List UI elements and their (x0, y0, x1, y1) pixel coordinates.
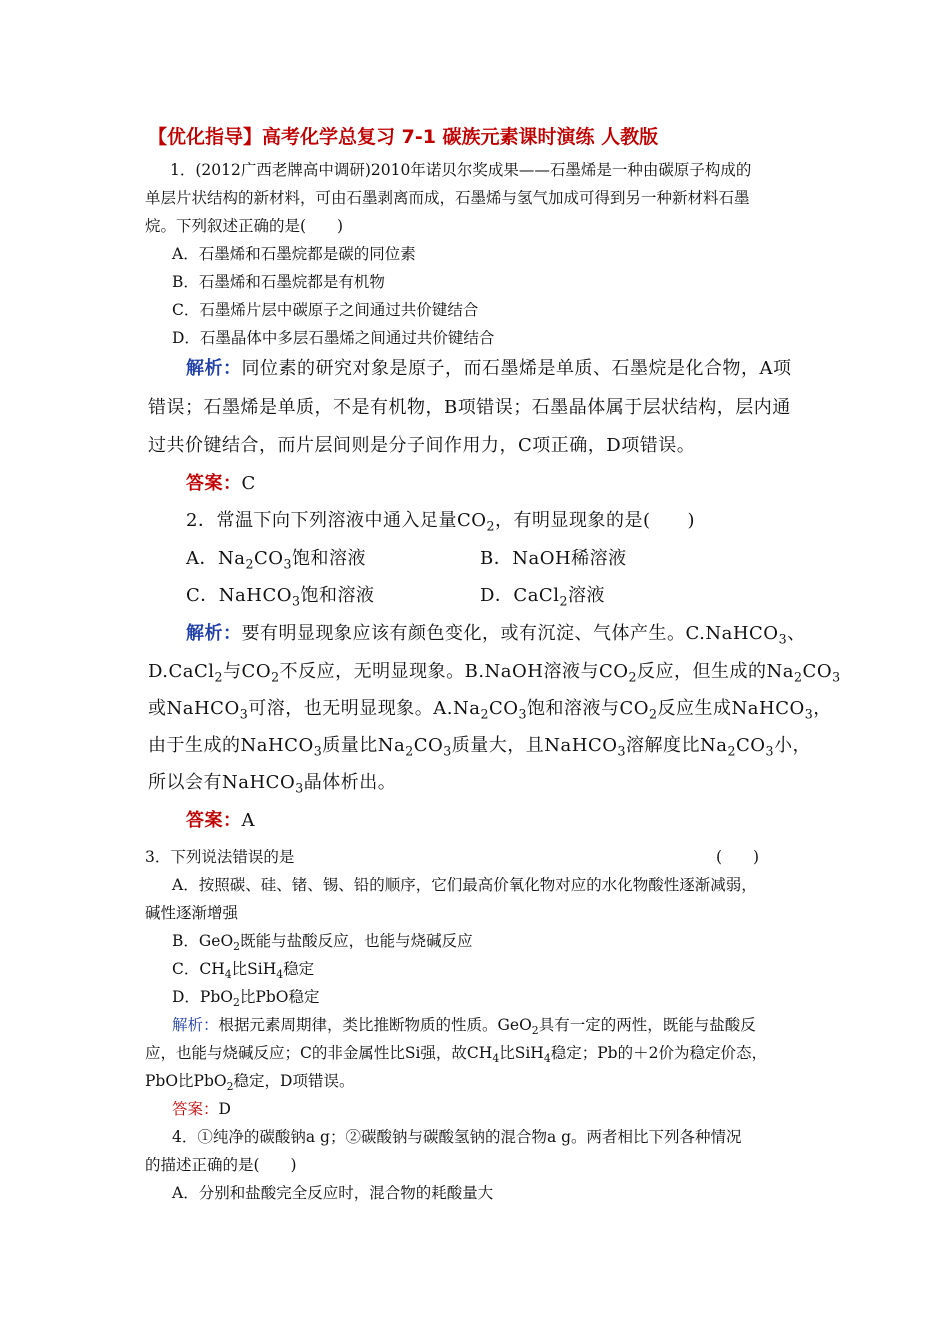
q2-a2s3: 2 (628, 669, 638, 685)
q3-c-sub1: 4 (224, 968, 232, 982)
q2-a4g: 小， (774, 735, 812, 756)
q1-answer-value: C (241, 473, 256, 494)
q2-a4s2: 2 (405, 743, 414, 759)
q2-opt-a-1: A．Na (186, 548, 246, 569)
q2-a2d: 反应，但生成的Na (637, 661, 795, 682)
q2-opt-a-sub2: 3 (283, 556, 293, 572)
q2-a3s4: 2 (649, 706, 658, 722)
q2-a3e: 反应生成NaHCO (657, 698, 805, 719)
q2-analysis-line4 (148, 731, 811, 759)
q1-option-b: B．石墨烯和石墨烷都是有机物 (172, 273, 385, 291)
q2-a2c: 不反应，无明显现象。B.NaOH溶液与CO (279, 661, 629, 682)
q1-answer-label: 答案： (186, 473, 242, 494)
q3-analysis-line3 (145, 1069, 354, 1093)
q2-analysis-label: 解析： (186, 623, 242, 644)
q2-a3a: 或NaHCO (148, 698, 240, 719)
q2-a2e: CO (802, 661, 833, 682)
q3-a3s: 2 (226, 1080, 234, 1094)
q3-a1b: 具有一定的两性，既能与盐酸反 (538, 1016, 756, 1034)
q3-b-sub: 2 (233, 940, 241, 954)
q2-opt-d-1: D．CaCl (480, 585, 560, 606)
q2-a3b: 可溶，也无明显现象。A.Na (248, 698, 481, 719)
q2-a1: 要有明显现象应该有颜色变化，或有沉淀、气体产生。C.NaHCO (241, 623, 779, 644)
q3-paren: ( ) (716, 848, 760, 866)
q2-opt-c-sub: 3 (291, 593, 301, 609)
q1-answer (186, 469, 256, 495)
q3-analysis-label: 解析： (172, 1016, 219, 1034)
q2-option-a (186, 544, 366, 572)
q2-option-c (186, 581, 375, 609)
q2-opt-c-1: C．NaHCO (186, 585, 292, 606)
q3-b1: B．GeO (172, 932, 234, 950)
q3-a2c: 稳定；Pb的＋2价为稳定价态， (550, 1044, 767, 1062)
q2-analysis-line5 (148, 768, 396, 796)
q2-a4c: CO (413, 735, 444, 756)
q2-a4d: 质量大，且NaHCO (451, 735, 618, 756)
q2-a4a: 由于生成的NaHCO (148, 735, 314, 756)
q2-a4s6: 3 (765, 743, 775, 759)
q3-option-b (172, 929, 473, 953)
q3-a1a: 根据元素周期律，类比推断物质的性质。GeO (218, 1016, 532, 1034)
q1-stem-line1: 1．(2012广西老牌高中调研)2010年诺贝尔奖成果——石墨烯是一种由碳原子构成的 (170, 161, 752, 179)
q1-analysis-line3: 过共价键结合，而片层间则是分子间作用力，C项正确，D项错误。 (148, 435, 696, 456)
q2-opt-d-2: 溶液 (567, 585, 605, 606)
q2-a3s1: 3 (239, 706, 249, 722)
q3-c3: 稳定 (283, 960, 315, 978)
q2-opt-a-sub1: 2 (245, 556, 254, 572)
q2-a1-sub: 3 (778, 631, 788, 647)
q3-option-a-line1: A．按照碳、硅、锗、锡、铅的顺序，它们最高价氧化物对应的水化物酸性逐渐减弱， (172, 876, 757, 894)
q1-option-a: A．石墨烯和石墨烷都是碳的同位素 (172, 245, 416, 263)
q3-c2: 比SiH (231, 960, 277, 978)
q2-a4b: 质量比Na (322, 735, 406, 756)
q2-a4s1: 3 (313, 743, 323, 759)
q3-a2a: 应，也能与烧碱反应；C的非金属性比Si强，故CH (145, 1044, 493, 1062)
q2-a3s2: 2 (480, 706, 489, 722)
q2-a5b: 晶体析出。 (303, 772, 397, 793)
q2-a4e: 溶解度比Na (626, 735, 728, 756)
page-title: 【优化指导】高考化学总复习 7-1 碳族元素课时演练 人教版 (148, 126, 659, 148)
q2-analysis-line1 (186, 619, 806, 647)
q2-stem-text: 2．常温下向下列溶液中通入足量CO (186, 510, 487, 531)
q2-analysis-line3 (148, 694, 832, 722)
q2-answer-value: A (241, 810, 255, 831)
q2-a2s4: 2 (794, 669, 803, 685)
q3-analysis-line1 (172, 1013, 756, 1037)
q2-a4s4: 3 (617, 743, 627, 759)
q2-opt-a-2: CO (254, 548, 284, 569)
q2-opt-c-2: 饱和溶液 (300, 585, 375, 606)
q2-a2a: D.CaCl (148, 661, 215, 682)
q1-analysis-label: 解析： (186, 358, 242, 379)
q2-stem-text2: ，有明显现象的是( ) (495, 510, 696, 531)
q3-answer (172, 1097, 231, 1119)
q3-d2: 比PbO稳定 (239, 988, 320, 1006)
q2-opt-d-sub: 2 (559, 593, 568, 609)
q2-analysis-line2 (148, 657, 841, 685)
q1-option-c: C．石墨烯片层中碳原子之间通过共价键结合 (172, 301, 479, 319)
q2-a2s2: 2 (271, 669, 280, 685)
q2-option-d (480, 581, 605, 609)
q3-analysis-line2 (145, 1041, 767, 1065)
q1-analysis-line2: 错误；石墨烯是单质，不是有机物，B项错误；石墨晶体属于层状结构，层内通 (148, 397, 791, 418)
q2-a4f: CO (736, 735, 766, 756)
q3-a1s: 2 (531, 1024, 539, 1038)
q2-a3c: CO (488, 698, 519, 719)
q1-analysis-text1: 同位素的研究对象是原子，而石墨烯是单质、石墨烷是化合物，A项 (241, 358, 792, 379)
q2-a2s1: 2 (214, 669, 224, 685)
q3-a2s1: 4 (492, 1052, 500, 1066)
q2-a5a: 所以会有NaHCO (148, 772, 296, 793)
q3-c-sub2: 4 (276, 968, 284, 982)
q1-analysis-line1 (186, 354, 792, 380)
q3-stem: 3．下列说法错误的是 (145, 848, 295, 866)
q3-answer-label: 答案： (172, 1100, 219, 1118)
q2-a3s3: 3 (518, 706, 527, 722)
q2-option-b: B．NaOH稀溶液 (480, 548, 627, 569)
q2-a4s3: 3 (443, 743, 452, 759)
q2-a1b: 、 (787, 623, 806, 644)
q3-c1: C．CH (172, 960, 225, 978)
q2-a2b: 与CO (223, 661, 272, 682)
q2-opt-a-3: 饱和溶液 (292, 548, 367, 569)
q3-a3a: PbO比PbO (145, 1072, 227, 1090)
q3-option-d (172, 985, 319, 1009)
q1-stem-line3: 烷。下列叙述正确的是( ) (145, 217, 344, 235)
q2-a5s1: 3 (295, 780, 304, 796)
q3-option-a-line2: 碱性逐渐增强 (145, 904, 239, 922)
q1-stem-line2: 单层片状结构的新材料，可由石墨剥离而成，石墨烯与氢气加成可得到另一种新材料石墨 (145, 189, 750, 207)
q2-stem (186, 506, 695, 534)
q4-option-a: A．分别和盐酸完全反应时，混合物的耗酸量大 (172, 1184, 494, 1202)
q3-a3b: 稳定，D项错误。 (233, 1072, 355, 1090)
q2-a2s5: 3 (832, 669, 841, 685)
q4-stem-line2: 的描述正确的是( ) (145, 1156, 297, 1174)
q3-option-c (172, 957, 314, 981)
q4-stem-line1: 4．①纯净的碳酸钠a g；②碳酸钠与碳酸氢钠的混合物a g。两者相比下列各种情况 (172, 1128, 742, 1146)
q3-a2s2: 4 (543, 1052, 551, 1066)
q2-answer-label: 答案： (186, 810, 242, 831)
q3-answer-value: D (218, 1100, 231, 1118)
q2-a3s5: 3 (804, 706, 814, 722)
q2-answer (186, 806, 255, 832)
q2-a4s5: 2 (727, 743, 737, 759)
q3-a2b: 比SiH (499, 1044, 544, 1062)
q3-b2: 既能与盐酸反应，也能与烧碱反应 (240, 932, 473, 950)
q3-d-sub: 2 (233, 996, 240, 1010)
q1-option-d: D．石墨晶体中多层石墨烯之间通过共价键结合 (172, 329, 495, 347)
q2-stem-sub: 2 (486, 518, 495, 534)
q3-d1: D．PbO (172, 988, 233, 1006)
q2-a3d: 饱和溶液与CO (527, 698, 650, 719)
q2-a3f: ， (813, 698, 832, 719)
